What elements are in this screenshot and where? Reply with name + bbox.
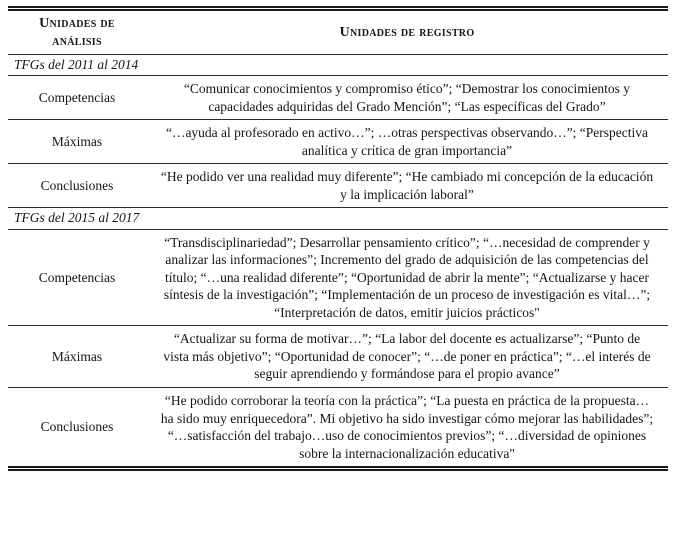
table-row xyxy=(8,164,668,208)
row-label-maximas: Máximas xyxy=(8,326,146,388)
row-content-conclusiones: “He podido corroborar la teoría con la práctica”; “La puesta en práctica de la propuesta…ha sido muy enriquecedora”. Mi objetivo ha sido investigar cómo mejorar las habilidades”; “…satisfacción del trabajo…uso de conocimientos previos”; “…diversidad de opiniones sobre la internacionalización educativa" xyxy=(160,393,654,461)
row-content-maximas: “…ayuda al profesorado en activo…”; …otras perspectivas observando…”; “Perspectiva analítica y crítica de gran importancia” xyxy=(146,120,668,164)
column-header-unidades-analisis: Unidades de análisis xyxy=(8,9,146,55)
row-label-competencias: Competencias xyxy=(8,229,146,326)
analysis-table xyxy=(8,6,668,471)
section-row-2011-2014 xyxy=(8,55,668,76)
column-header-unidades-registro: Unidades de registro xyxy=(146,9,668,55)
table-body xyxy=(8,55,668,469)
row-content-competencias: “Transdisciplinariedad”; Desarrollar pensamiento crítico”; “…necesidad de comprender y analizar las informaciones”; Incremento del grado de adquisición de las competencias del título; “…una realidad diferente”; “Oportunidad de abrir la mente”; “Actualizarse y hacer síntesis de la investigación”; “Implementación de un proceso de investigación es vital…”; “Interpretación de datos, emitir juicios prácticos" xyxy=(146,229,668,326)
row-label-conclusiones: Conclusiones xyxy=(40,419,114,435)
row-label-maximas: Máximas xyxy=(8,120,146,164)
table-row xyxy=(8,326,668,388)
header-row xyxy=(8,9,668,55)
table-header xyxy=(8,9,668,55)
row-content-competencias: “Comunicar conocimientos y compromiso ético”; “Demostrar los conocimientos y capacidades adquiridas del Grado Mención”; “Las específicas del Grado” xyxy=(146,76,668,120)
table-row xyxy=(8,388,668,469)
section-row-2015-2017 xyxy=(8,208,668,229)
row-content-maximas: “Actualizar su forma de motivar…”; “La labor del docente es actualizarse”; “Punto de vista más objetivo”; “Oportunidad de conocer”; “…de poner en práctica”; “…el interés de seguir aprendiendo y formándose para el propio avance” xyxy=(146,326,668,388)
section-title: TFGs del 2015 al 2017 xyxy=(8,208,668,229)
row-label-competencias: Competencias xyxy=(8,76,146,120)
row-content-conclusiones: “He podido ver una realidad muy diferente”; “He cambiado mi concepción de la educación y la implicación laboral” xyxy=(146,164,668,208)
table-row xyxy=(8,76,668,120)
row-label-conclusiones: Conclusiones xyxy=(8,164,146,208)
table-row xyxy=(8,120,668,164)
section-title: TFGs del 2011 al 2014 xyxy=(8,55,668,76)
table-row xyxy=(8,229,668,326)
